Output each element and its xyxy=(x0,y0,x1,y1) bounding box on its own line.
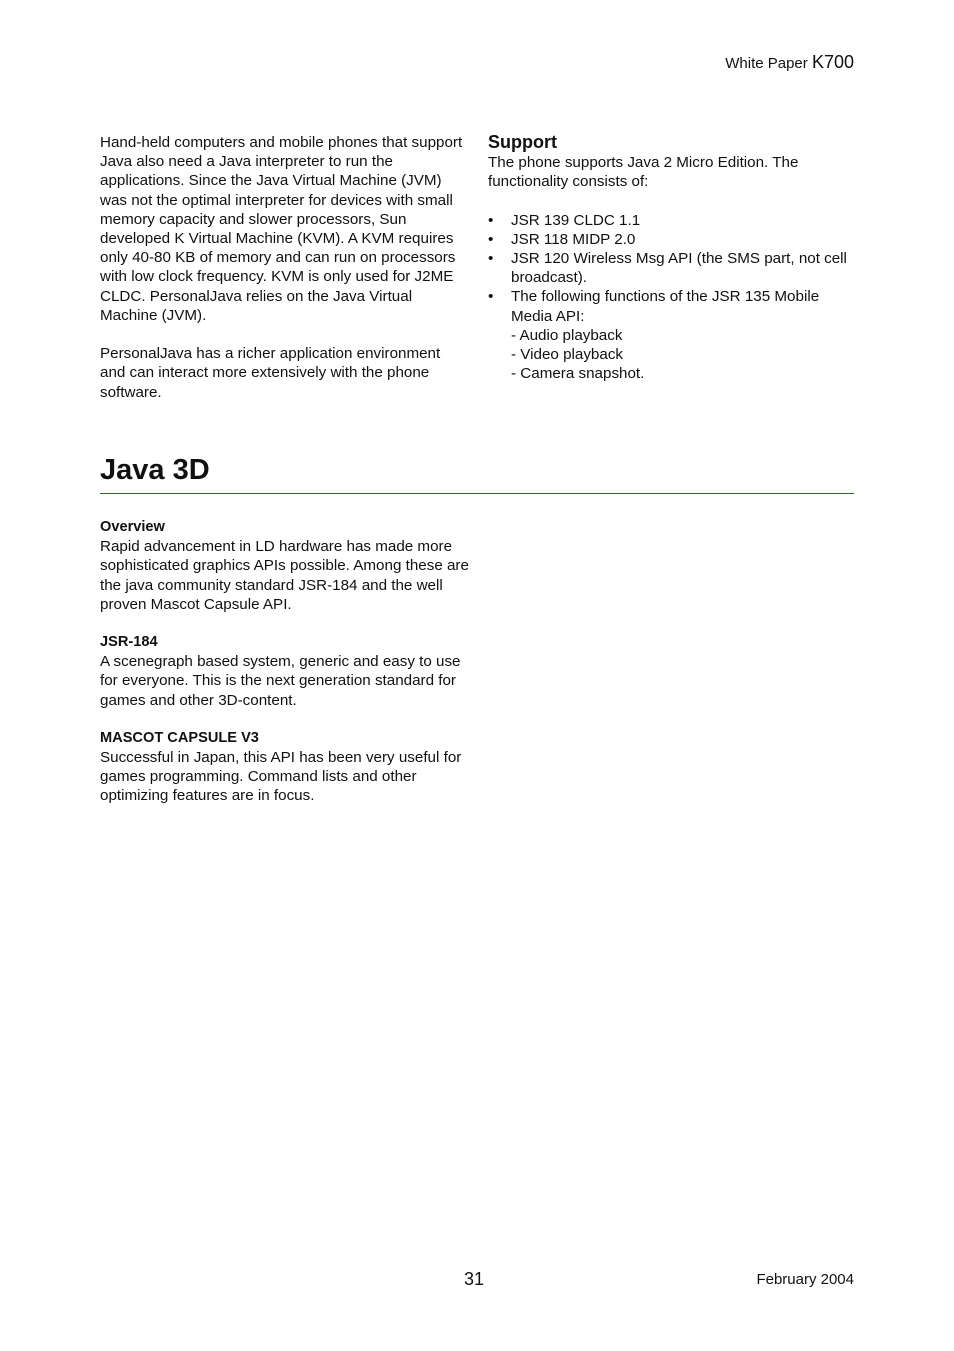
list-item xyxy=(488,249,854,287)
list-item xyxy=(488,211,854,230)
section-title: Java 3D xyxy=(100,454,210,486)
mascot-heading: MASCOT CAPSULE V3 xyxy=(100,729,259,746)
jsr184-block xyxy=(100,633,470,710)
sub-item-camera: - Camera snapshot. xyxy=(511,365,645,383)
list-item-text: JSR 118 MIDP 2.0 xyxy=(511,230,636,248)
footer-date: February 2004 xyxy=(756,1271,854,1288)
overview-text: Rapid advancement in LD hardware has made more sophisticated graphics APIs possible. Among these are the java community standard JSR-184 and the well proven Mascot Capsule API. xyxy=(100,538,469,613)
sub-item-video: - Video playback xyxy=(511,346,624,364)
intro-paragraph-2: PersonalJava has a richer application environment and can interact more extensively with the phone software. xyxy=(100,345,441,401)
mascot-text: Successful in Japan, this API has been very useful for games programming. Command lists and other optimizing features are in focus. xyxy=(100,749,462,805)
list-item xyxy=(488,230,854,249)
page-number: 31 xyxy=(464,1269,485,1289)
intro-paragraph-1: Hand-held computers and mobile phones that support Java also need a Java interpreter to run the applications. Since the Java Virtual Machine (JVM) was not the optimal interpreter for devices with small memory capacity and slower processors, Sun developed K Virtual Machine (KVM). A KVM requires only 40-80 KB of memory and can run on processors with low clock frequency. KVM is only used for J2ME CLDC. PersonalJava relies on the Java Virtual Machine (JVM). xyxy=(100,134,463,324)
overview-heading: Overview xyxy=(100,519,165,535)
support-column xyxy=(488,131,854,383)
list-item-text: JSR 120 Wireless Msg API (the SMS part, not cell broadcast). xyxy=(511,250,847,287)
header-label: White Paper xyxy=(725,55,808,72)
overview-block xyxy=(100,518,470,614)
jsr184-heading: JSR-184 xyxy=(100,634,158,651)
bullet-icon: • xyxy=(488,250,494,267)
list-item-text: JSR 139 CLDC 1.1 xyxy=(511,211,641,229)
header-model: K700 xyxy=(811,52,854,72)
support-intro: The phone supports Java 2 Micro Edition. The functionality consists of: xyxy=(488,154,799,191)
list-item-text: The following functions of the JSR 135 Mobile Media API: xyxy=(511,288,820,325)
left-column xyxy=(100,133,466,402)
java3d-column xyxy=(100,518,470,825)
mascot-block xyxy=(100,729,470,806)
section-divider xyxy=(100,493,854,494)
bullet-icon: • xyxy=(488,211,494,229)
bullet-icon: • xyxy=(488,230,494,248)
support-heading: Support xyxy=(488,132,557,152)
bullet-icon: • xyxy=(488,288,494,306)
support-list xyxy=(488,211,854,384)
sub-item-audio: - Audio playback xyxy=(511,326,623,344)
page-header xyxy=(725,52,854,74)
list-item xyxy=(488,287,854,383)
jsr184-text: A scenegraph based system, generic and easy to use for everyone. This is the next generation standard for games and other 3D-content. xyxy=(100,653,461,709)
